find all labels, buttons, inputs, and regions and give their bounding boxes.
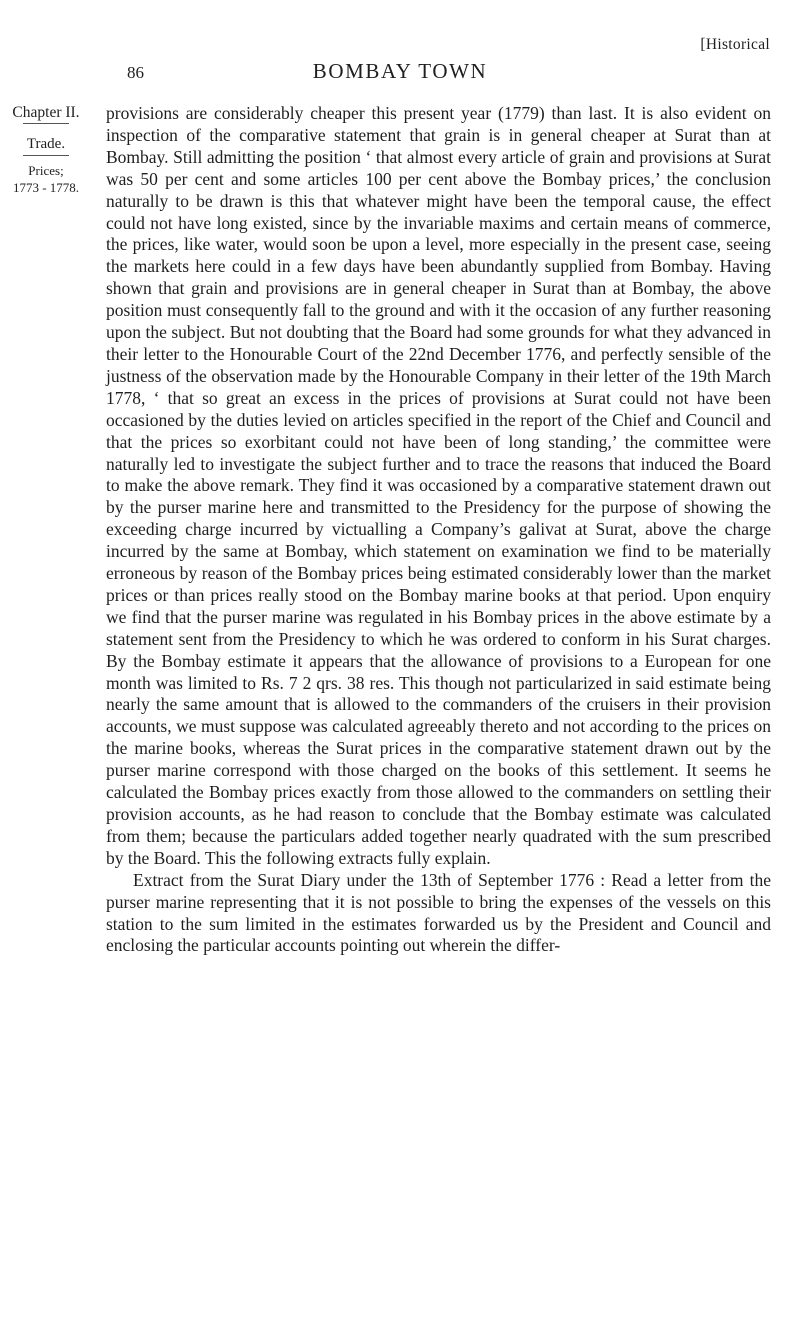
margin-subtopic: Prices; [28, 163, 64, 178]
section-label: [Historical [700, 36, 770, 53]
margin-divider [23, 155, 69, 156]
body-text [106, 103, 771, 957]
margin-divider [23, 123, 69, 124]
page-number: 86 [127, 63, 144, 82]
margin-years: 1773 - 1778. [12, 180, 80, 195]
running-title: BOMBAY TOWN [312, 59, 488, 83]
margin-topic: Trade. [26, 136, 66, 152]
margin-chapter: Chapter II. [12, 104, 80, 121]
paragraph-extract: Extract from the Surat Diary under the 13th of September 1776 : Read a letter from the purser marine representing that it is not possible to bring the expenses of the vessels on this station to the sum limited in the estimates forwarded us by the President and Council and enclosing the particular accounts pointing out wherein the differ- [106, 869, 771, 956]
paragraph-continued: provisions are considerably cheaper this present year (1779) than last. It is also evident on inspection of the comparative statement that grain is in general cheaper at Surat than at Bombay. Still admitting the position ‘ that almost every article of grain and provisions at Surat was 50 per cent and some articles 100 per cent above the Bombay prices,’ the conclusion naturally to be drawn is this that whatever might have been the temporal cause, the effect could not have long existed, since by the invariable maxims and certain means of commerce, the prices, like water, would soon be upon a level, more especially in the present case, seeing the markets here could in a few days have been abundantly supplied from Bombay. Having shown that grain and provisions are in general cheaper in Surat than at Bombay, the above position must consequently fall to the ground and with it the occasion of any further reasoning upon the subject. But not doubting that the Board had some grounds for what they advanced in their letter to the Honourable Court of the 22nd December 1776, and perfectly sensible of the justness of the observation made by the Honourable Company in their letter of the 19th March 1778, ‘ that so great an excess in the prices of provisions at Surat could not have been occasioned by the duties levied on articles specified in the report of the Chief and Council and that the prices so exorbitant could not have been of long standing,’ the committee were naturally led to investigate the subject further and to trace the reasons that induced the Board to make the above remark. They find it was occasioned by a comparative statement drawn out by the purser marine here and transmitted to the Presidency for the purpose of showing the exceeding charge incurred by victualling a Company’s galivat at Surat, above the charge incurred by the same at Bombay, which statement on examination we find to be materially erroneous by reason of the Bombay prices being estimated considerably lower than the market prices or than prices really stood on the Bombay marine books at that period. Upon enquiry we find that the purser marine was regulated in his Bombay prices in the above estimate by a statement sent from the Presidency to which he was ordered to conform in his Surat charges. By the Bombay estimate it appears that the allowance of provisions to a European for one month was limited to Rs. 7 2 qrs. 38 res. This though not particularized in said estimate being nearly the same amount that is allowed to the commanders of the cruisers in their provision accounts, we must suppose was calculated agreeably thereto and not according to the prices on the marine books, whereas the Surat prices in the comparative statement drawn out by the purser marine correspond with those charged on the books of this settlement. It seems he calculated the Bombay prices exactly from those allowed to the commanders on settling their provision accounts, as he had reason to conclude that the Bombay estimate was calculated from them; because the particulars added together nearly quadrated with the sum prescribed by the Board. This the following extracts fully explain. [106, 103, 771, 868]
margin-note [5, 103, 87, 196]
